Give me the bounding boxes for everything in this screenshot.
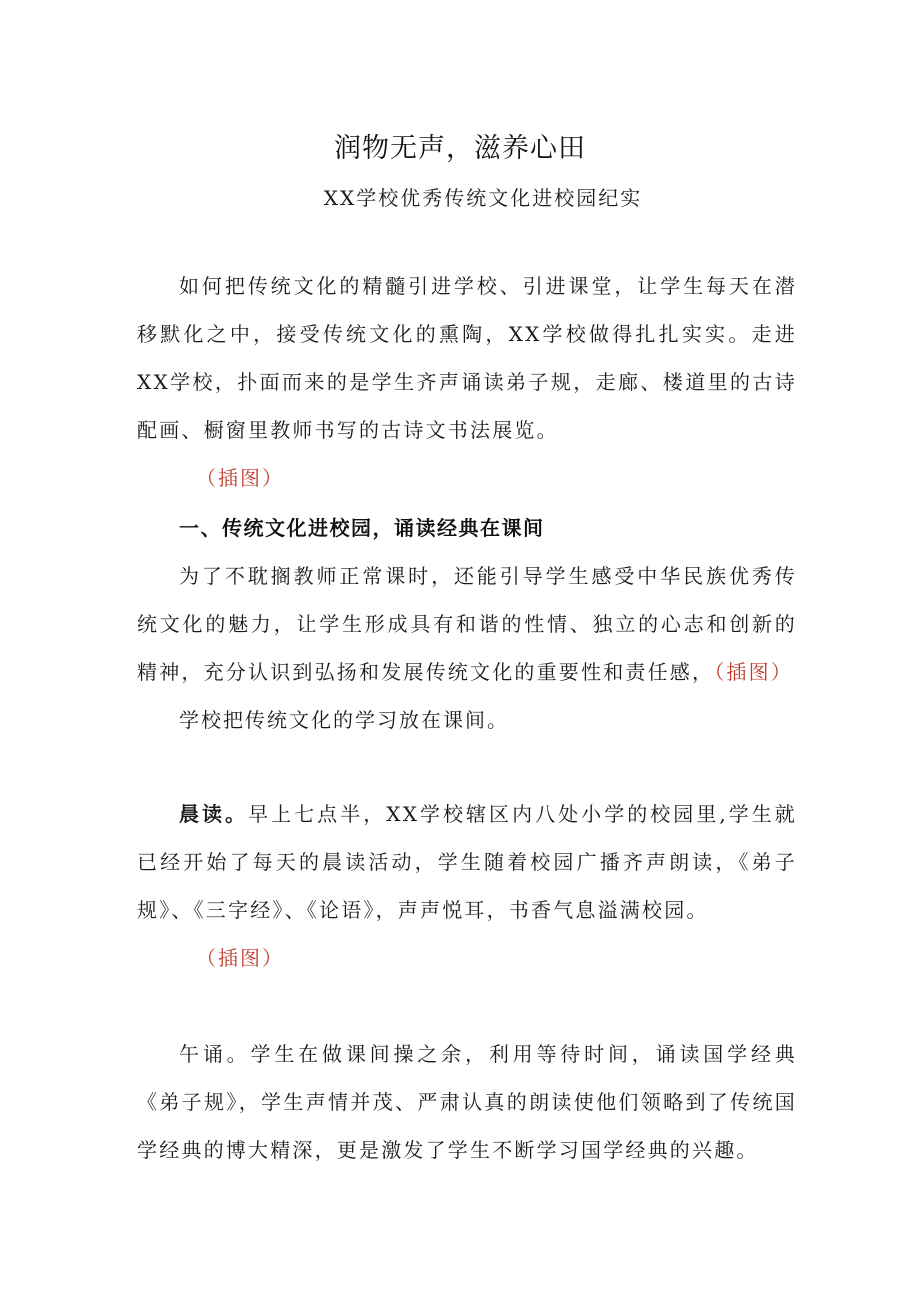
figure-placeholder-1: （插图） — [196, 466, 284, 490]
morning-reading-lead: 晨读。 — [179, 802, 249, 826]
noon-recitation-paragraph: 午诵。学生在做课间操之余，利用等待时间，诵读国学经典《弟子规》，学生声情并茂、严肃认真的朗读使他们领略到了传统国学经典的博大精深，更是激发了学生不断学习国学经典的兴趣。 — [137, 1042, 797, 1162]
figure-placeholder-2: （插图） — [196, 946, 284, 970]
figure-placeholder-inline: （插图） — [714, 660, 794, 684]
morning-reading-text: 早上七点半，XX学校辖区内八处小学的校园里,学生就已经开始了每天的晨读活动，学生随着校园广播齐声朗读，《弟子规》、《三字经》、《论语》，声声悦耳，书香气息溢满校园。 — [137, 802, 797, 922]
section1-paragraph — [137, 552, 797, 696]
document-subtitle: XX学校优秀传统文化进校园纪实 — [323, 186, 643, 210]
section1-paragraph-text: 为了不耽搁教师正常课时，还能引导学生感受中华民族优秀传统文化的魅力，让学生形成具有和谐的性情、独立的心志和创新的精神，充分认识到弘扬和发展传统文化的重要性和责任感， — [137, 564, 797, 684]
morning-reading-paragraph — [137, 790, 797, 934]
section-heading-1: 一、传统文化进校园，诵读经典在课间 — [179, 516, 545, 540]
document-title: 润物无声，滋养心田 — [334, 133, 586, 164]
intro-paragraph: 如何把传统文化的精髓引进学校、引进课堂，让学生每天在潜移默化之中，接受传统文化的熏陶，XX学校做得扎扎实实。走进XX学校，扑面而来的是学生齐声诵读弟子规，走廊、楼道里的古诗配画、橱窗里教师书写的古诗文书法展览。 — [137, 274, 797, 442]
section1-paragraph-end: 学校把传统文化的学习放在课间。 — [179, 708, 509, 732]
